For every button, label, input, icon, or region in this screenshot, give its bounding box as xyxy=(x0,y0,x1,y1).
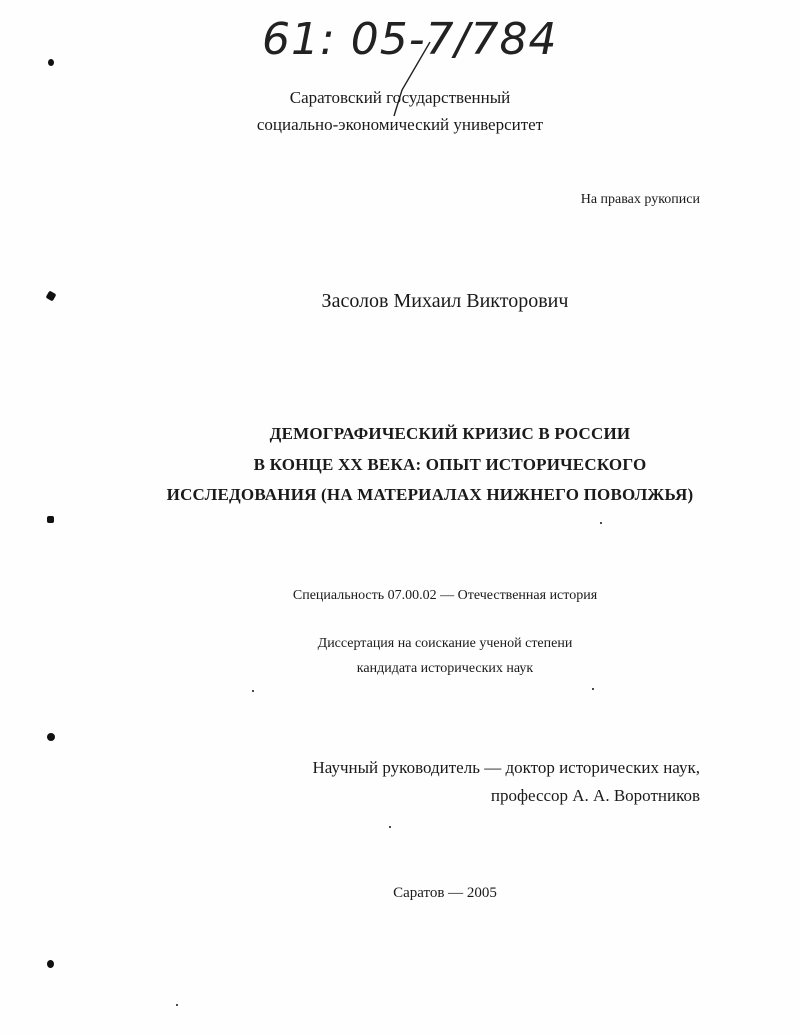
scan-speck xyxy=(47,960,54,968)
thesis-title-line2: В КОНЦЕ XX ВЕКА: ОПЫТ ИСТОРИЧЕСКОГО xyxy=(253,455,647,474)
scan-speck xyxy=(46,291,57,302)
author-name: Засолов Михаил Викторович xyxy=(321,290,569,312)
thesis-title-line1: ДЕМОГРАФИЧЕСКИЙ КРИЗИС В РОССИИ xyxy=(269,424,631,443)
manuscript-rights-label: На правах рукописи xyxy=(580,192,700,207)
scientific-advisor-line2: профессор А. А. Воротников xyxy=(490,786,700,805)
place-and-year: Саратов — 2005 xyxy=(393,885,497,901)
scientific-advisor-line1: Научный руководитель — доктор исторических наук, xyxy=(312,758,700,777)
handwritten-mark-text: 61: 05-7/784 xyxy=(262,14,558,65)
scan-speck xyxy=(600,522,602,524)
scan-speck xyxy=(592,688,594,690)
university-name-line1: Саратовский государственный xyxy=(289,88,511,107)
university-name-line2: социально-экономический университет xyxy=(256,115,544,134)
thesis-title-line3: ИССЛЕДОВАНИЯ (НА МАТЕРИАЛАХ НИЖНЕГО ПОВОЛЖЬЯ) xyxy=(166,485,694,504)
scan-speck xyxy=(176,1004,178,1006)
dissertation-degree-line2: кандидата исторических наук xyxy=(356,661,534,676)
scan-speck xyxy=(47,516,54,523)
dissertation-degree-line1: Диссертация на соискание ученой степени xyxy=(317,636,573,651)
scan-speck xyxy=(252,690,254,692)
scan-speck xyxy=(389,826,391,828)
scan-speck xyxy=(48,59,54,66)
scan-speck xyxy=(47,733,55,741)
specialty-line: Специальность 07.00.02 — Отечественная история xyxy=(292,588,598,603)
